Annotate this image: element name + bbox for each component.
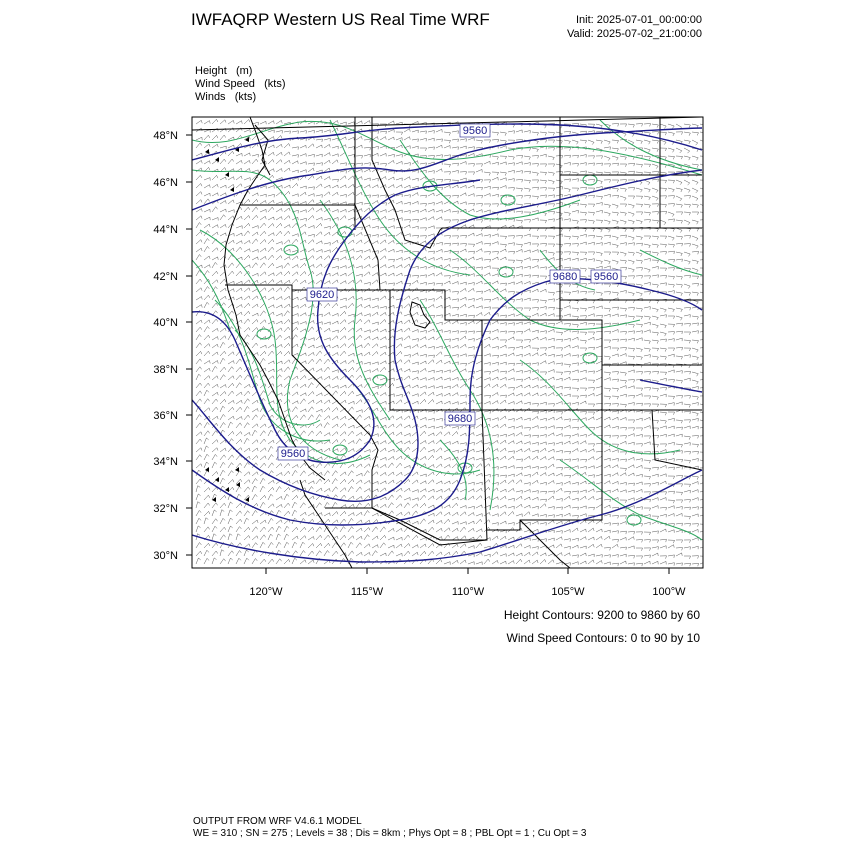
- lon-label: 120°W: [249, 586, 283, 598]
- variable-height: Height (m): [195, 65, 253, 77]
- height-contour-label: 9680: [552, 271, 578, 283]
- lon-label: 105°W: [551, 586, 585, 598]
- lat-label: 32°N: [153, 503, 178, 515]
- lat-label: 38°N: [153, 364, 178, 376]
- height-contour-label: 9680: [447, 413, 473, 425]
- lat-label: 40°N: [153, 317, 178, 329]
- height-contour-label: 9560: [280, 448, 306, 460]
- lat-label: 46°N: [153, 177, 178, 189]
- lat-label: 42°N: [153, 271, 178, 283]
- footer-model: OUTPUT FROM WRF V4.6.1 MODEL: [193, 816, 362, 827]
- variable-winds: Winds (kts): [195, 91, 257, 103]
- lat-label: 48°N: [153, 130, 178, 142]
- variable-wind-speed: Wind Speed (kts): [195, 78, 286, 90]
- lat-label: 34°N: [153, 456, 178, 468]
- init-time: Init: 2025-07-01_00:00:00: [576, 14, 702, 26]
- lat-label: 36°N: [153, 410, 178, 422]
- height-contour-label: 9620: [309, 289, 335, 301]
- height-legend: Height Contours: 9200 to 9860 by 60: [503, 608, 700, 622]
- lon-label: 115°W: [350, 586, 384, 598]
- model-footer: [193, 816, 586, 840]
- lat-label: 44°N: [153, 224, 178, 236]
- height-contour-label: 9560: [593, 271, 619, 283]
- lon-label: 110°W: [451, 586, 485, 598]
- lat-label: 30°N: [153, 550, 178, 562]
- footer-config: WE = 310 ; SN = 275 ; Levels = 38 ; Dis = 8km ; Phys Opt = 8 ; PBL Opt = 1 ; Cu Opt = 3: [193, 828, 587, 839]
- lon-label: 100°W: [652, 586, 686, 598]
- map-title: IWFAQRP Western US Real Time WRF: [191, 10, 490, 29]
- valid-time: Valid: 2025-07-02_21:00:00: [567, 28, 702, 40]
- height-contour-label: 9560: [462, 125, 488, 137]
- speed-legend: Wind Speed Contours: 0 to 90 by 10: [506, 631, 700, 645]
